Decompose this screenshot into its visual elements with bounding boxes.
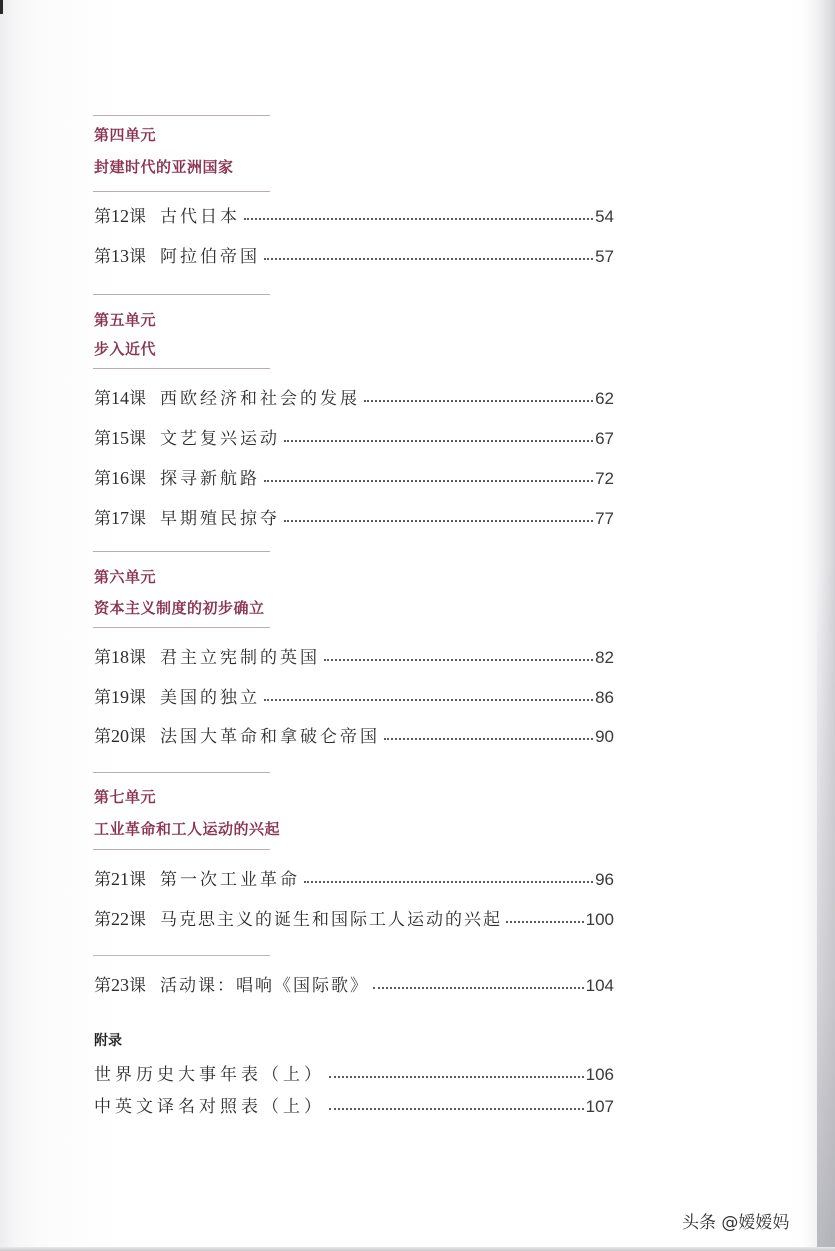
lesson-number: 第13课 [94,246,146,267]
lesson-title: 活动课：唱响《国际歌》 [160,976,369,996]
dot-leader [373,987,584,989]
page-number: 54 [595,207,614,226]
lesson-title: 古代日本 [160,207,240,227]
lesson-title: 美国的独立 [160,688,260,708]
page-number: 90 [595,727,614,746]
dot-leader [264,480,593,482]
lesson-number: 第19课 [94,687,146,708]
toc-entry-lesson-12[interactable] [94,202,614,226]
page-number: 100 [585,910,614,929]
unit-divider-top [93,551,270,552]
appendix-title: 世界历史大事年表（上） [94,1065,325,1085]
dot-leader [384,738,593,740]
lesson-title: 法国大革命和拿破仑帝国 [160,727,380,747]
lesson-number: 第22课 [94,909,146,930]
page-number: 106 [585,1065,614,1084]
unit-title: 工业革命和工人运动的兴起 [94,820,281,838]
dot-leader [324,659,593,661]
unit-label: 第四单元 [94,126,157,144]
unit-divider-bottom [93,627,270,628]
page-number: 72 [595,469,614,488]
unit-divider-bottom [93,849,270,850]
toc-entry-lesson-17[interactable] [94,504,614,528]
dot-leader [304,881,593,883]
toc-entry-lesson-20[interactable] [94,722,614,746]
toc-entry-lesson-18[interactable] [94,643,614,667]
page-number: 62 [595,389,614,408]
lesson-title: 探寻新航路 [160,469,260,489]
lesson-number: 第15课 [94,428,146,449]
dot-leader [364,400,593,402]
toc-entry-lesson-16[interactable] [94,464,614,488]
toc-entry-lesson-15[interactable] [94,424,614,448]
toc-entry-lesson-14[interactable] [94,384,614,408]
lesson-title: 第一次工业革命 [160,870,300,890]
lesson-number: 第23课 [94,975,146,996]
page-corner-shadow [0,0,3,14]
unit-divider-bottom [93,368,270,369]
unit-divider-top [93,772,270,773]
unit-title: 资本主义制度的初步确立 [94,599,265,617]
page-number: 57 [595,247,614,266]
page-number: 96 [595,870,614,889]
page-bottom-edge [0,1247,835,1251]
toc-entry-lesson-19[interactable] [94,683,614,707]
lesson-title: 阿拉伯帝国 [160,247,260,267]
lesson-title: 马克思主义的诞生和国际工人运动的兴起 [160,910,502,930]
unit-label: 第六单元 [94,568,157,586]
lesson-title: 君主立宪制的英国 [160,648,320,668]
page-number: 67 [595,429,614,448]
lesson-number: 第20课 [94,726,146,747]
lesson-title: 早期殖民掠夺 [160,509,280,529]
toc-entry-lesson-21[interactable] [94,865,614,889]
unit-divider-top [93,115,270,116]
dot-leader [264,699,593,701]
dot-leader [284,520,593,522]
appendix-heading: 附录 [94,1033,122,1049]
lesson-number: 第18课 [94,647,146,668]
page-number: 107 [585,1097,614,1116]
page-number: 82 [595,648,614,667]
unit-title: 步入近代 [94,340,157,358]
lesson-number: 第17课 [94,508,146,529]
toc-entry-appendix-timeline[interactable] [94,1060,614,1084]
lesson-title: 文艺复兴运动 [160,429,280,449]
lesson-number: 第21课 [94,869,146,890]
page-number: 86 [595,688,614,707]
dot-leader [244,218,593,220]
unit-label: 第七单元 [94,788,157,806]
unit-label: 第五单元 [94,311,157,329]
dot-leader [264,258,593,260]
toc-entry-lesson-13[interactable] [94,242,614,266]
appendix-title: 中英文译名对照表（上） [94,1097,325,1117]
lesson-number: 第12课 [94,206,146,227]
dot-leader [284,440,593,442]
dot-leader [329,1108,584,1110]
lesson-number: 第14课 [94,388,146,409]
unit-title: 封建时代的亚洲国家 [94,158,234,176]
toc-entry-lesson-22[interactable] [94,905,614,929]
watermark: 头条 @嫒嫒妈 [682,1213,790,1233]
unit-divider-bottom [93,191,270,192]
page-number: 77 [595,509,614,528]
dot-leader [329,1076,584,1078]
page-number: 104 [585,976,614,995]
section-divider [93,955,270,956]
toc-entry-lesson-23[interactable] [94,971,614,995]
unit-divider-top [93,294,270,295]
toc-entry-appendix-glossary[interactable] [94,1092,614,1116]
lesson-number: 第16课 [94,468,146,489]
dot-leader [506,921,584,923]
page-edge-shadow [817,0,835,1251]
lesson-title: 西欧经济和社会的发展 [160,389,360,409]
